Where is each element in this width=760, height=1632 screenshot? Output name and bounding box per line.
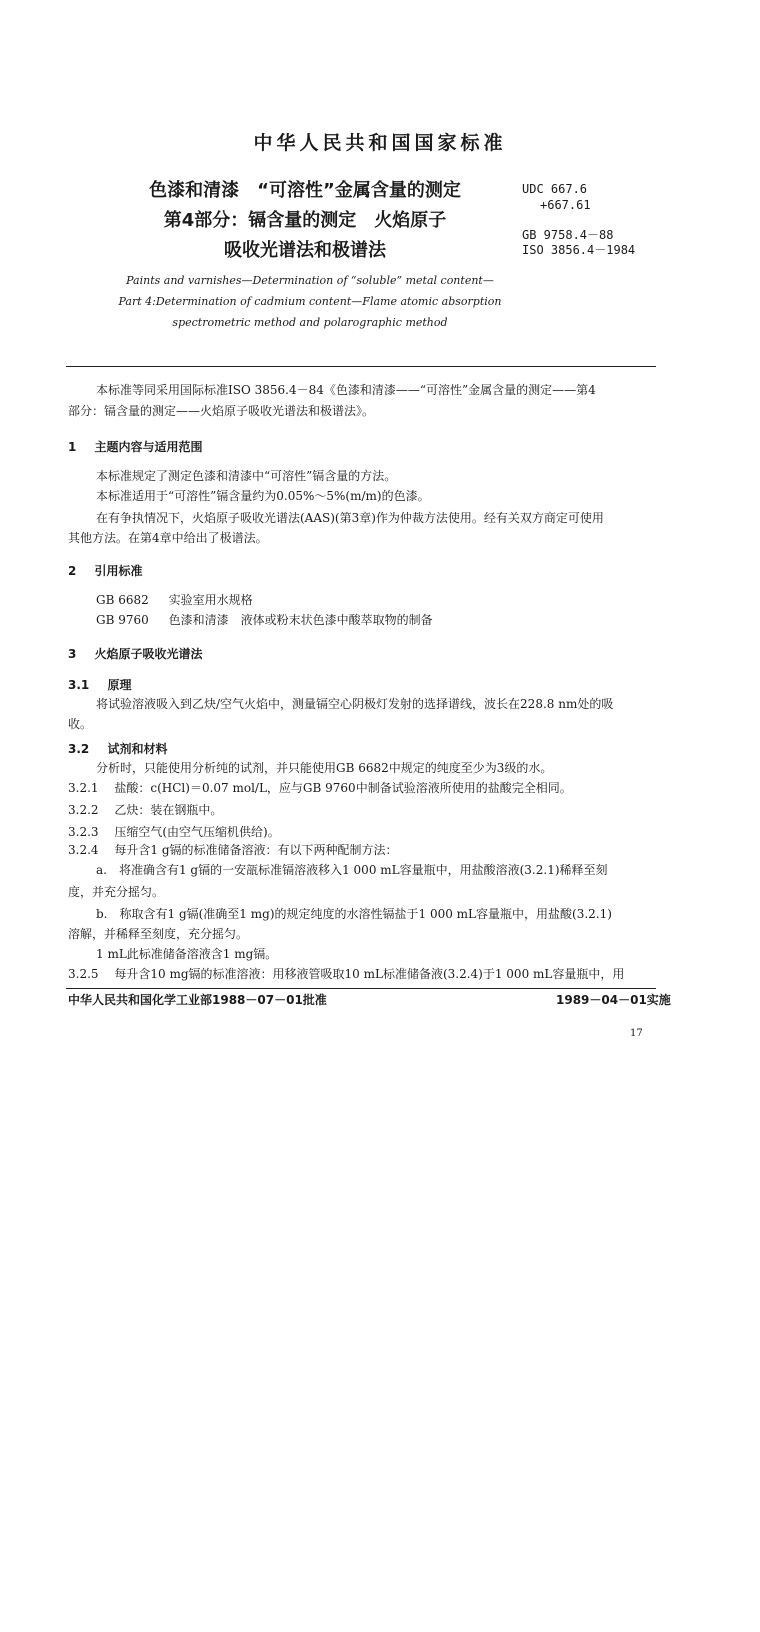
subsection-title: 试剂和材料	[107, 742, 168, 756]
udc-code: UDC 667.6	[522, 182, 588, 196]
item-text: 乙炔：装在钢瓶中。	[114, 803, 223, 817]
sec1-line-3: 在有争执情况下，火焰原子吸收光谱法(AAS)(第3章)作为仲裁方法使用。经有关双方商定可使用	[96, 511, 604, 525]
item-text: 压缩空气(由空气压缩机供给)。	[114, 825, 280, 839]
subsection-number: 3.2	[68, 742, 90, 756]
title-en-line-3: spectrometric method and polarographic method	[172, 316, 448, 329]
title-en-line-2: Part 4:Determination of cadmium content—Flame atomic absorption	[118, 295, 502, 308]
issuer-statement: 中华人民共和国化学工业部1988－07－01批准	[68, 993, 327, 1007]
title-zh-line-1: 色漆和清漆 “可溶性”金属含量的测定	[149, 180, 461, 201]
subsection-3-1-heading	[68, 676, 131, 693]
page-number: 17	[630, 1028, 643, 1039]
reference-gb9760	[96, 612, 433, 628]
subsection-number: 3.1	[68, 678, 90, 692]
item-number: 3.2.2	[68, 803, 99, 817]
section-title: 引用标准	[94, 564, 143, 578]
sec1-line-2: 本标准适用于“可溶性”镉含量约为0.05%～5%(m/m)的色漆。	[96, 489, 430, 503]
item-number: 3.2.1	[68, 781, 99, 795]
iso-code: ISO 3856.4－1984	[522, 243, 636, 257]
gb-code: GB 9758.4－88	[522, 228, 614, 242]
section-title: 主题内容与适用范围	[94, 440, 203, 454]
reference-gb6682	[96, 592, 253, 608]
reference-name: 色漆和清漆 液体或粉末状色漆中酸萃取物的制备	[168, 613, 433, 627]
s31-line-2: 收。	[68, 717, 93, 731]
method-a-line-2: 度，并充分摇匀。	[68, 885, 165, 899]
s32-line: 分析时，只能使用分析纯的试剂，并只能使用GB 6682中规定的纯度至少为3级的水。	[96, 761, 553, 775]
item-3-2-5	[68, 966, 624, 982]
s31-line-1: 将试验溶液吸入到乙炔/空气火焰中，测量镉空心阴极灯发射的选择谱线，波长在228.8 nm处的吸	[96, 697, 614, 711]
section-3-heading	[68, 645, 203, 662]
method-b-line-2: 溶解，并稀释至刻度，充分摇匀。	[68, 927, 249, 941]
title-zh-line-3: 吸收光谱法和极谱法	[224, 240, 386, 261]
effective-date: 1989－04－01实施	[556, 993, 671, 1007]
item-text: 每升含10 mg镉的标准溶液：用移液管吸取10 mL标准储备液(3.2.4)于1 000 mL容量瓶中，用	[114, 967, 625, 981]
section-title: 火焰原子吸收光谱法	[94, 647, 203, 661]
title-zh-line-2: 第4部分：镉含量的测定 火焰原子	[163, 210, 447, 231]
item-number: 3.2.4	[68, 843, 99, 857]
method-b-line-1: b. 称取含有1 g镉(准确至1 mg)的规定纯度的水溶性镉盐于1 000 mL容量瓶中，用盐酸(3.2.1)	[96, 907, 612, 921]
sec1-line-1: 本标准规定了测定色漆和清漆中“可溶性”镉含量的方法。	[96, 469, 397, 483]
section-number: 2	[68, 564, 77, 578]
udc-code-2: +667.61	[540, 198, 591, 212]
item-number: 3.2.5	[68, 967, 99, 981]
footer-rule	[66, 988, 656, 989]
section-2-heading	[68, 562, 143, 579]
section-1-heading	[68, 438, 203, 455]
subsection-title: 原理	[107, 678, 132, 692]
section-number: 1	[68, 440, 77, 454]
item-3-2-1	[68, 780, 572, 796]
section-number: 3	[68, 647, 77, 661]
item-number: 3.2.3	[68, 825, 99, 839]
intro-line-2: 部分：镉含量的测定——火焰原子吸收光谱法和极谱法》。	[68, 404, 375, 418]
item-text: 每升含1 g镉的标准储备溶液：有以下两种配制方法：	[114, 843, 398, 857]
subsection-3-2-heading	[68, 740, 167, 757]
intro-line-1: 本标准等同采用国际标准ISO 3856.4－84《色漆和清漆——“可溶性”金属含量的测定——第4	[96, 383, 596, 397]
standard-title: 中华人民共和国国家标准	[253, 132, 507, 154]
reference-code: GB 6682	[96, 593, 149, 607]
reference-name: 实验室用水规格	[168, 593, 253, 607]
item-text: 盐酸：c(HCl)＝0.07 mol/L，应与GB 9760中制备试验溶液所使用的盐酸完全相同。	[114, 781, 572, 795]
header-rule	[66, 366, 656, 367]
item-3-2-3	[68, 824, 280, 840]
item-3-2-2	[68, 802, 222, 818]
reference-code: GB 9760	[96, 613, 149, 627]
stock-solution-note: 1 mL此标准储备溶液含1 mg镉。	[96, 947, 278, 961]
item-3-2-4	[68, 842, 398, 858]
title-en-line-1: Paints and varnishes—Determination of “soluble” metal content—	[126, 274, 494, 287]
sec1-line-4: 其他方法。在第4章中给出了极谱法。	[68, 531, 268, 545]
method-a-line-1: a. 将准确含有1 g镉的一安瓿标准镉溶液移入1 000 mL容量瓶中，用盐酸溶液(3.2.1)稀释至刻	[96, 863, 608, 877]
